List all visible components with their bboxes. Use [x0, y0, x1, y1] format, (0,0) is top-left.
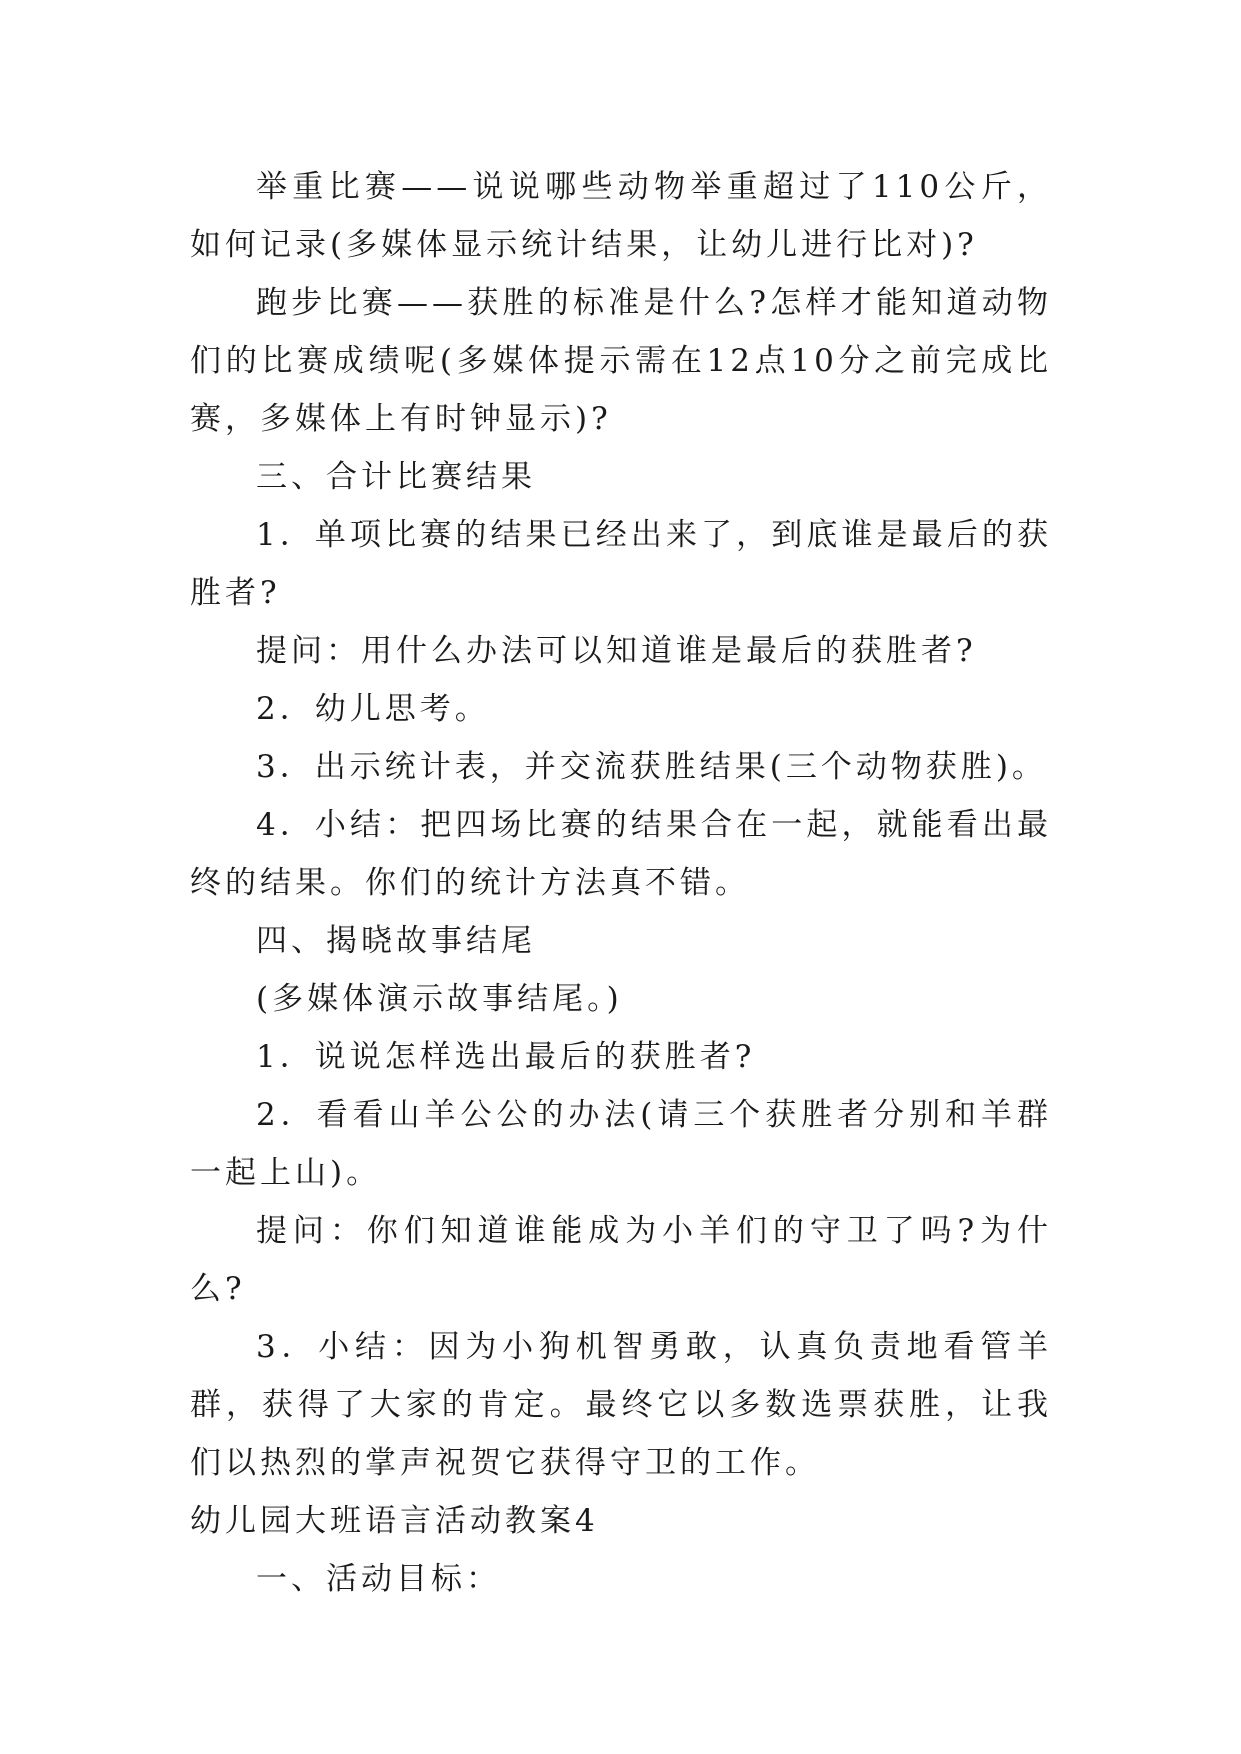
- lesson-plan-title: 幼儿园大班语言活动教案4: [190, 1503, 599, 1539]
- section-heading-4: 四、揭晓故事结尾: [256, 923, 536, 959]
- paragraph-item-1: 1．单项比赛的结果已经出来了，到底谁是最后的获胜者?: [190, 517, 1052, 611]
- paragraph-item-4: 4．小结：把四场比赛的结果合在一起，就能看出最终的结果。你们的统计方法真不错。: [190, 807, 1052, 901]
- document-page: [190, 158, 1052, 1608]
- section-heading-3: 三、合计比赛结果: [256, 459, 536, 495]
- paragraph-weightlifting: 举重比赛——说说哪些动物举重超过了110公斤，如何记录(多媒体显示统计结果，让幼儿进行比对)?: [190, 169, 1052, 263]
- paragraph-ending-item-1: 1．说说怎样选出最后的获胜者?: [256, 1039, 756, 1075]
- paragraph-ending-item-2: 2．看看山羊公公的办法(请三个获胜者分别和羊群一起上山)。: [190, 1097, 1052, 1191]
- paragraph-multimedia-note: (多媒体演示故事结尾。): [256, 981, 623, 1017]
- paragraph-item-2: 2．幼儿思考。: [256, 691, 490, 727]
- section-heading-objectives: 一、活动目标：: [256, 1561, 501, 1597]
- paragraph-question-1: 提问：用什么办法可以知道谁是最后的获胜者?: [256, 633, 977, 669]
- paragraph-question-2: 提问：你们知道谁能成为小羊们的守卫了吗?为什么?: [190, 1213, 1052, 1307]
- paragraph-running: 跑步比赛——获胜的标准是什么?怎样才能知道动物们的比赛成绩呢(多媒体提示需在12点10分之前完成比赛，多媒体上有时钟显示)?: [190, 285, 1052, 437]
- paragraph-ending-item-3: 3．小结：因为小狗机智勇敢，认真负责地看管羊群，获得了大家的肯定。最终它以多数选票获胜，让我们以热烈的掌声祝贺它获得守卫的工作。: [190, 1329, 1052, 1481]
- paragraph-item-3: 3．出示统计表，并交流获胜结果(三个动物获胜)。: [256, 749, 1047, 785]
